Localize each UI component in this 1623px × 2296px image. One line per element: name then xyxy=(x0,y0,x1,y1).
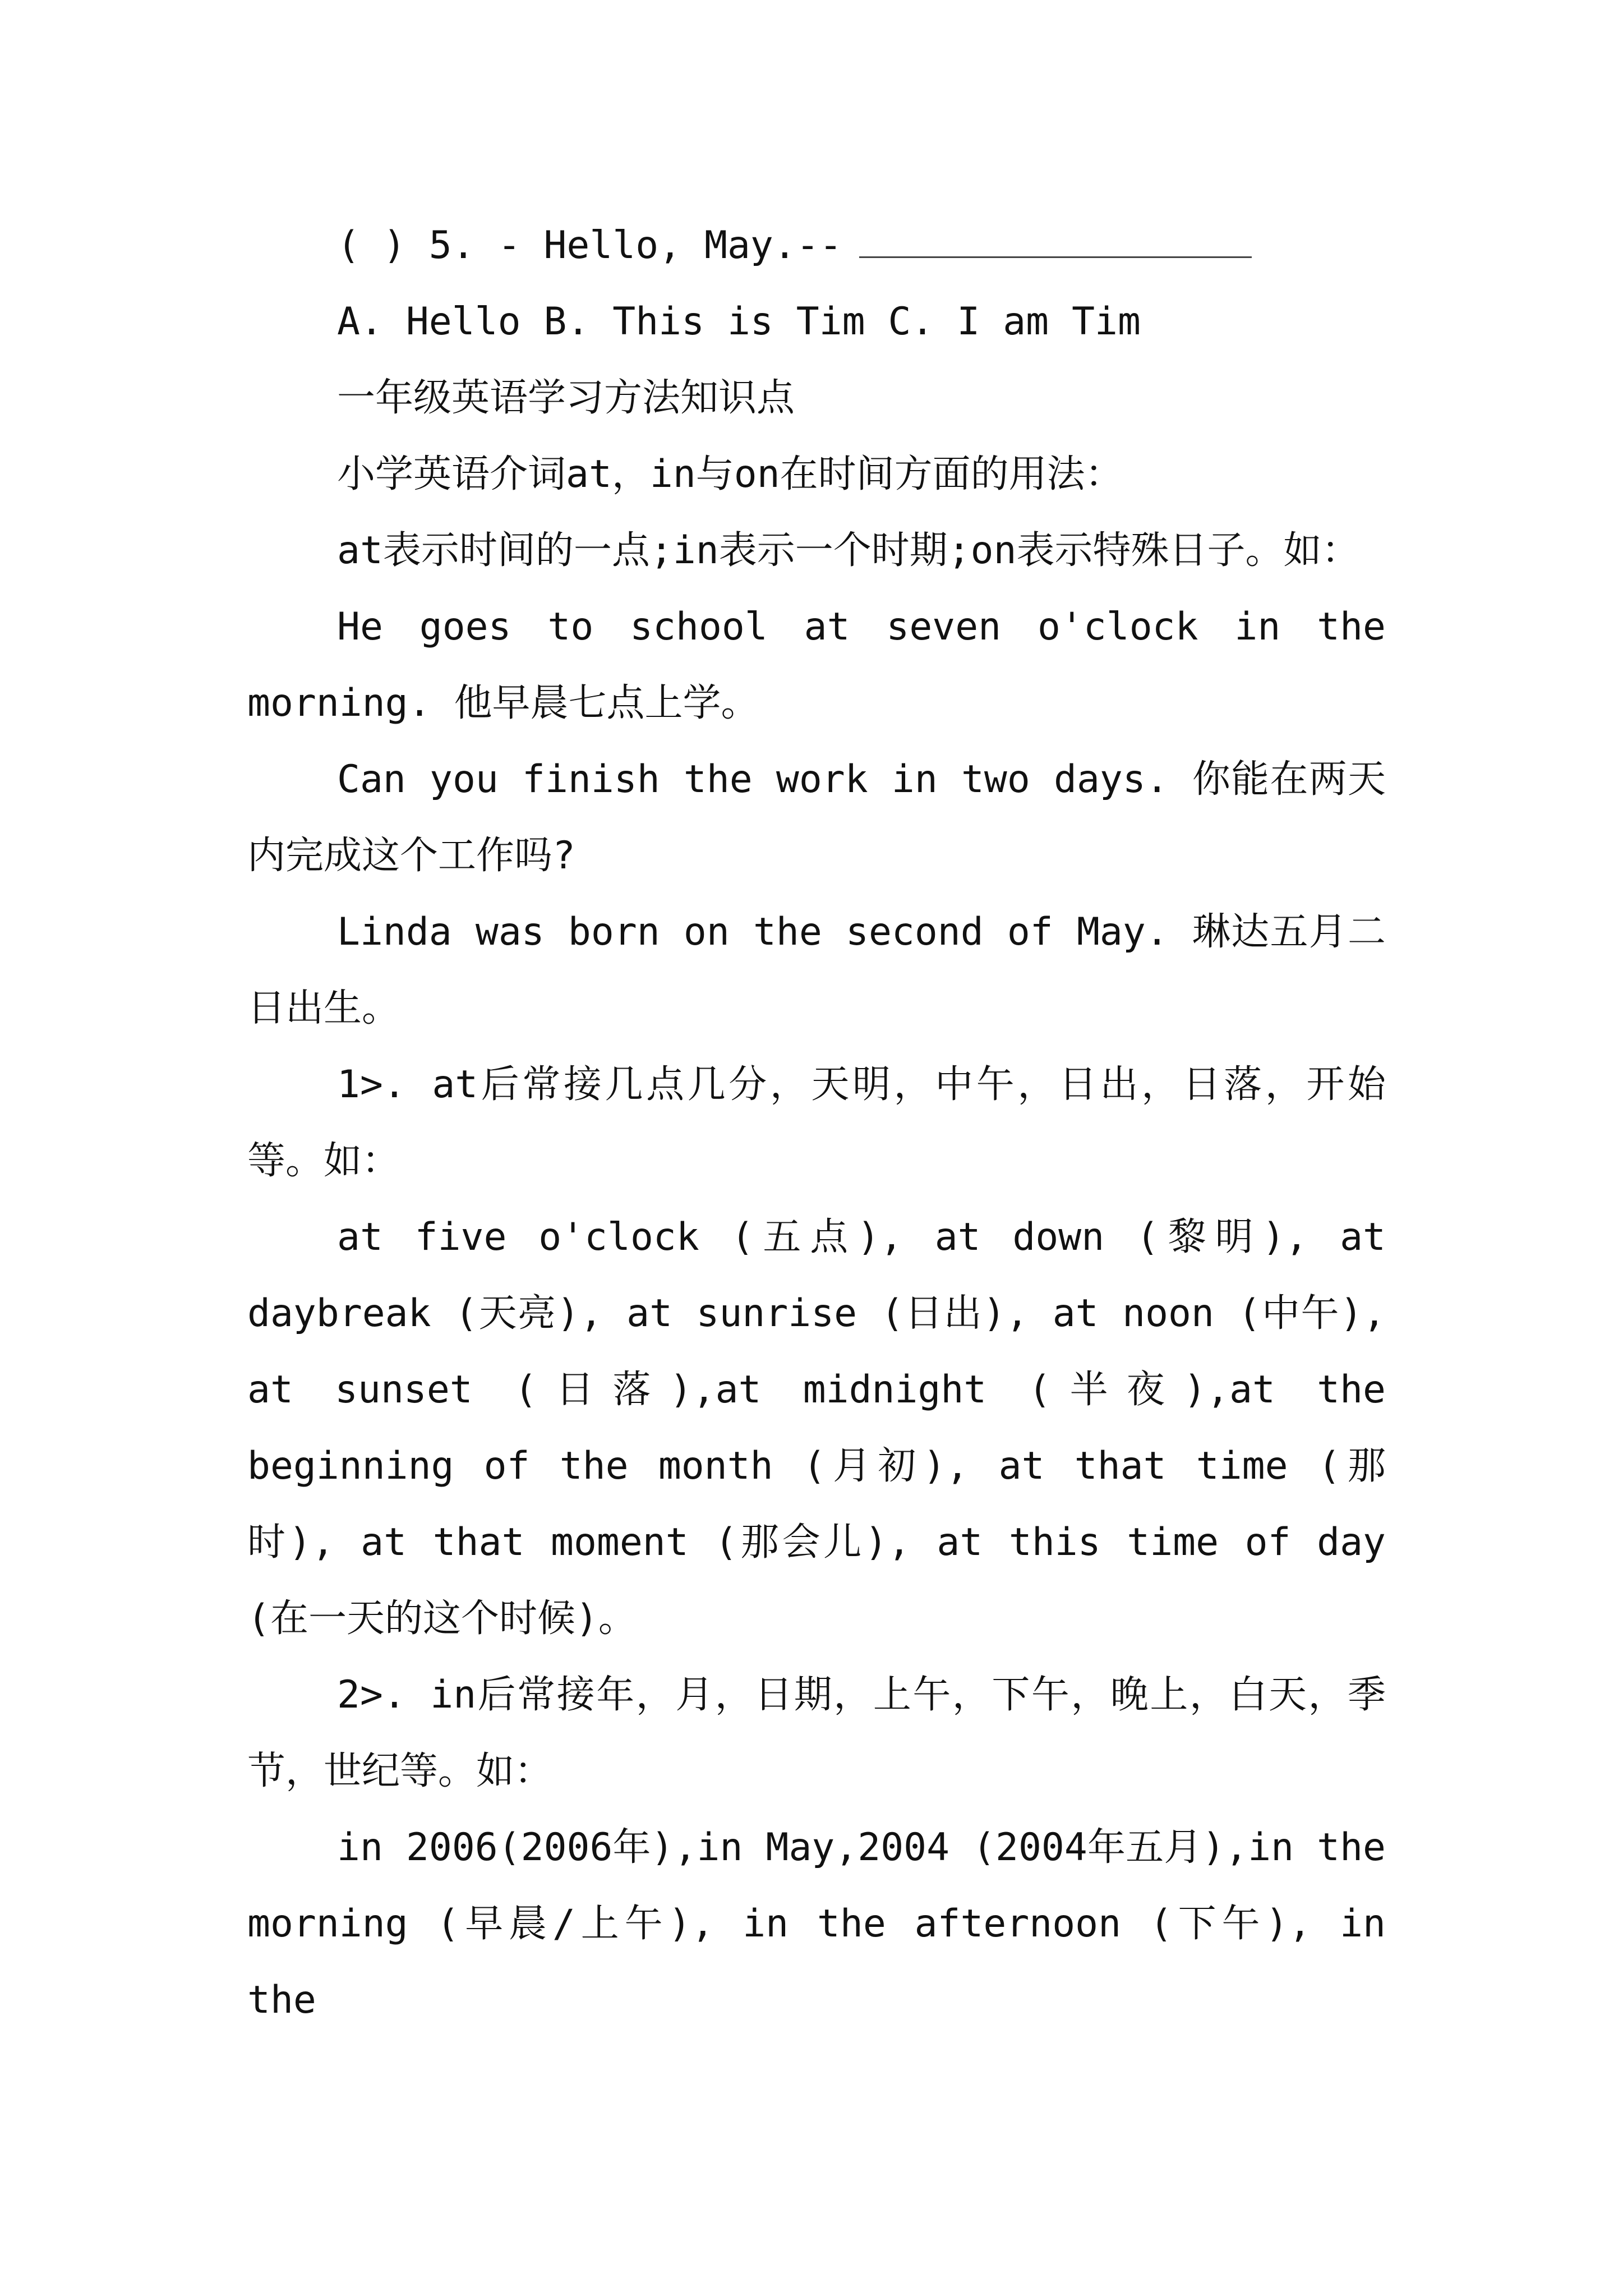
example-sentence-on: Linda was born on the second of May. 琳达五月二日出生。 xyxy=(247,910,1386,1030)
section-heading: 一年级英语学习方法知识点 xyxy=(337,376,795,420)
examples-in: in 2006(2006年),in May,2004 (2004年五月),in the morning (早晨/上午), in the afternoon (下午), in the xyxy=(247,1825,1386,2022)
example-sentence-in: Can you finish the work in two days. 你能在两天内完成这个工作吗? xyxy=(247,757,1386,878)
answer-blank xyxy=(859,223,1252,258)
rule-at: 1>. at后常接几点几分，天明，中午，日出，日落，开始等。如： xyxy=(247,1062,1386,1183)
document-body xyxy=(247,208,1386,2039)
question-stem-line xyxy=(247,208,1386,284)
question-options: A. Hello B. This is Tim C. I am Tim xyxy=(337,300,1141,344)
rule-in: 2>. in后常接年，月，日期，上午，下午，晚上，白天，季节，世纪等。如： xyxy=(247,1673,1386,1793)
paragraph-rule: at表示时间的一点;in表示一个时期;on表示特殊日子。如： xyxy=(337,528,1360,573)
paragraph-intro: 小学英语介词at，in与on在时间方面的用法： xyxy=(337,452,1123,496)
example-sentence-at: He goes to school at seven o'clock in the morning. 他早晨七点上学。 xyxy=(247,605,1386,725)
examples-at: at five o'clock (五点), at down (黎明), at daybreak (天亮), at sunrise (日出), at noon (中午), at sunset (日落),at midnight (半夜),at the beginning of the month (月初), at that time (那时), at that moment (那会儿), at this time of day (在一天的这个时候)。 xyxy=(247,1215,1386,1641)
question-stem: ( ) 5. - Hello, May.-- xyxy=(337,223,842,268)
